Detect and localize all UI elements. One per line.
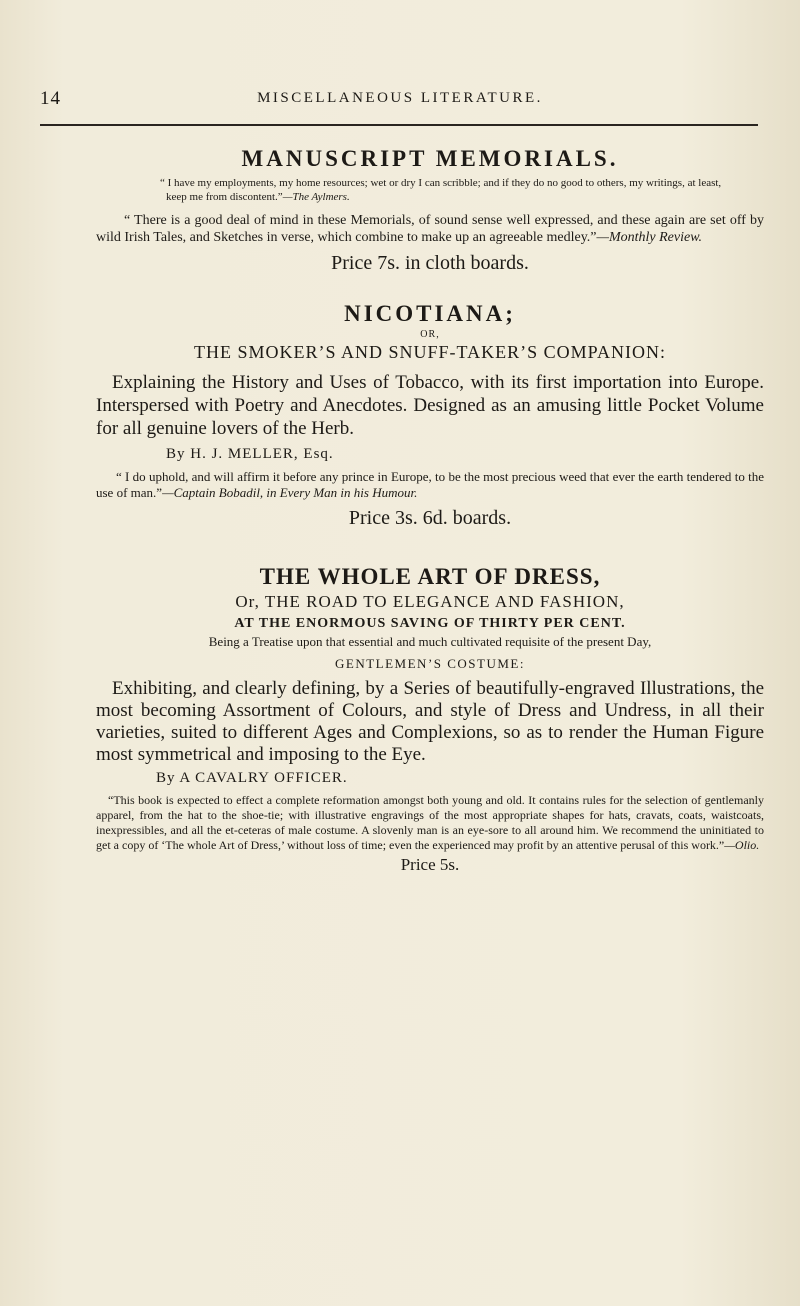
quote-source: —Olio. <box>724 838 760 852</box>
ad-nicotiana <box>96 301 764 530</box>
epigraph-text: “ I have my employments, my home resources; wet or dry I can scribble; and if they do no good to others, my writings, at least, keep me from discontent.” <box>160 177 722 203</box>
price: Price 5s. <box>400 855 460 874</box>
review-text: “ There is a good deal of mind in these Memorials, of sound sense well expressed, and these again are set off by wild Irish Tales, and Sketches in verse, which combine to make up an agreeable medley.” <box>96 213 764 245</box>
price: Price 3s. 6d. boards. <box>348 507 512 529</box>
ad-banner: AT THE ENORMOUS SAVING OF THIRTY PER CENT. <box>234 616 626 631</box>
ad-title: NICOTIANA; <box>344 301 516 326</box>
ad-whole-art-of-dress <box>96 564 764 875</box>
quote-text: “This book is expected to effect a complete reformation amongst both young and old. It contains rules for the selection of gentlemanly apparel, from the hat to the shoe-tie; with illustrative engravings of the most appropriate shapes for hats, cravats, coats, waistcoats, inexpressibles, and all the et-ceteras of male costume. A slovenly man is an eye-sore to all around him. We recommend the uninitiated to get a copy of ‘The whole Art of Dress,’ without loss of time; even the experienced may profit by an attentive perusal of this work.” <box>96 793 764 852</box>
ad-description: Explaining the History and Uses of Tobacco, with its first importation into Europe. Interspersed with Poetry and Anecdotes. Designed as an amusing little Pocket Volume for all genuine lovers of the Herb. <box>96 372 764 439</box>
epigraph-source: —The Aylmers. <box>282 191 350 203</box>
ad-author: By A CAVALRY OFFICER. <box>156 770 348 786</box>
running-title: MISCELLANEOUS LITERATURE. <box>257 90 543 106</box>
ad-or: OR, <box>420 329 440 340</box>
ad-manuscript-memorials <box>96 146 764 275</box>
ad-author: By H. J. MELLER, Esq. <box>166 446 334 462</box>
review-source: —Monthly Review. <box>596 230 703 245</box>
ad-subtitle: THE SMOKER’S AND SNUFF-TAKER’S COMPANION: <box>194 342 666 362</box>
epigraph <box>96 176 764 204</box>
price: Price 7s. in cloth boards. <box>331 252 529 274</box>
ad-quote <box>96 469 764 501</box>
page-number: 14 <box>40 88 61 109</box>
quote-source: —Captain Bobadil, in Every Man in his Humour. <box>162 485 418 500</box>
ad-title: MANUSCRIPT MEMORIALS. <box>241 146 619 171</box>
page-content <box>96 146 764 875</box>
review-quote <box>96 212 764 246</box>
ad-quote <box>96 793 764 853</box>
header-rule <box>40 124 758 126</box>
ad-description: Exhibiting, and clearly defining, by a Series of beautifully-engraved Illustrations, the most becoming Assortment of Colours, and style of Dress and Undress, in all their varieties, suited to different Ages and Complexions, so as to render the Human Figure most symmetrical and imposing to the Eye. <box>96 678 764 765</box>
running-head <box>0 88 800 118</box>
ad-costume-heading: GENTLEMEN’S COSTUME: <box>335 656 525 671</box>
quote-text: “ I do uphold, and will affirm it before any prince in Europe, to be the most precious weed that ever the earth tendered to the use of man.” <box>96 469 764 500</box>
ad-subtitle: Or, THE ROAD TO ELEGANCE AND FASHION, <box>235 592 625 611</box>
ad-treatise: Being a Treatise upon that essential and much cultivated requisite of the present Day, <box>208 634 652 649</box>
ad-title: THE WHOLE ART OF DRESS, <box>259 564 601 589</box>
